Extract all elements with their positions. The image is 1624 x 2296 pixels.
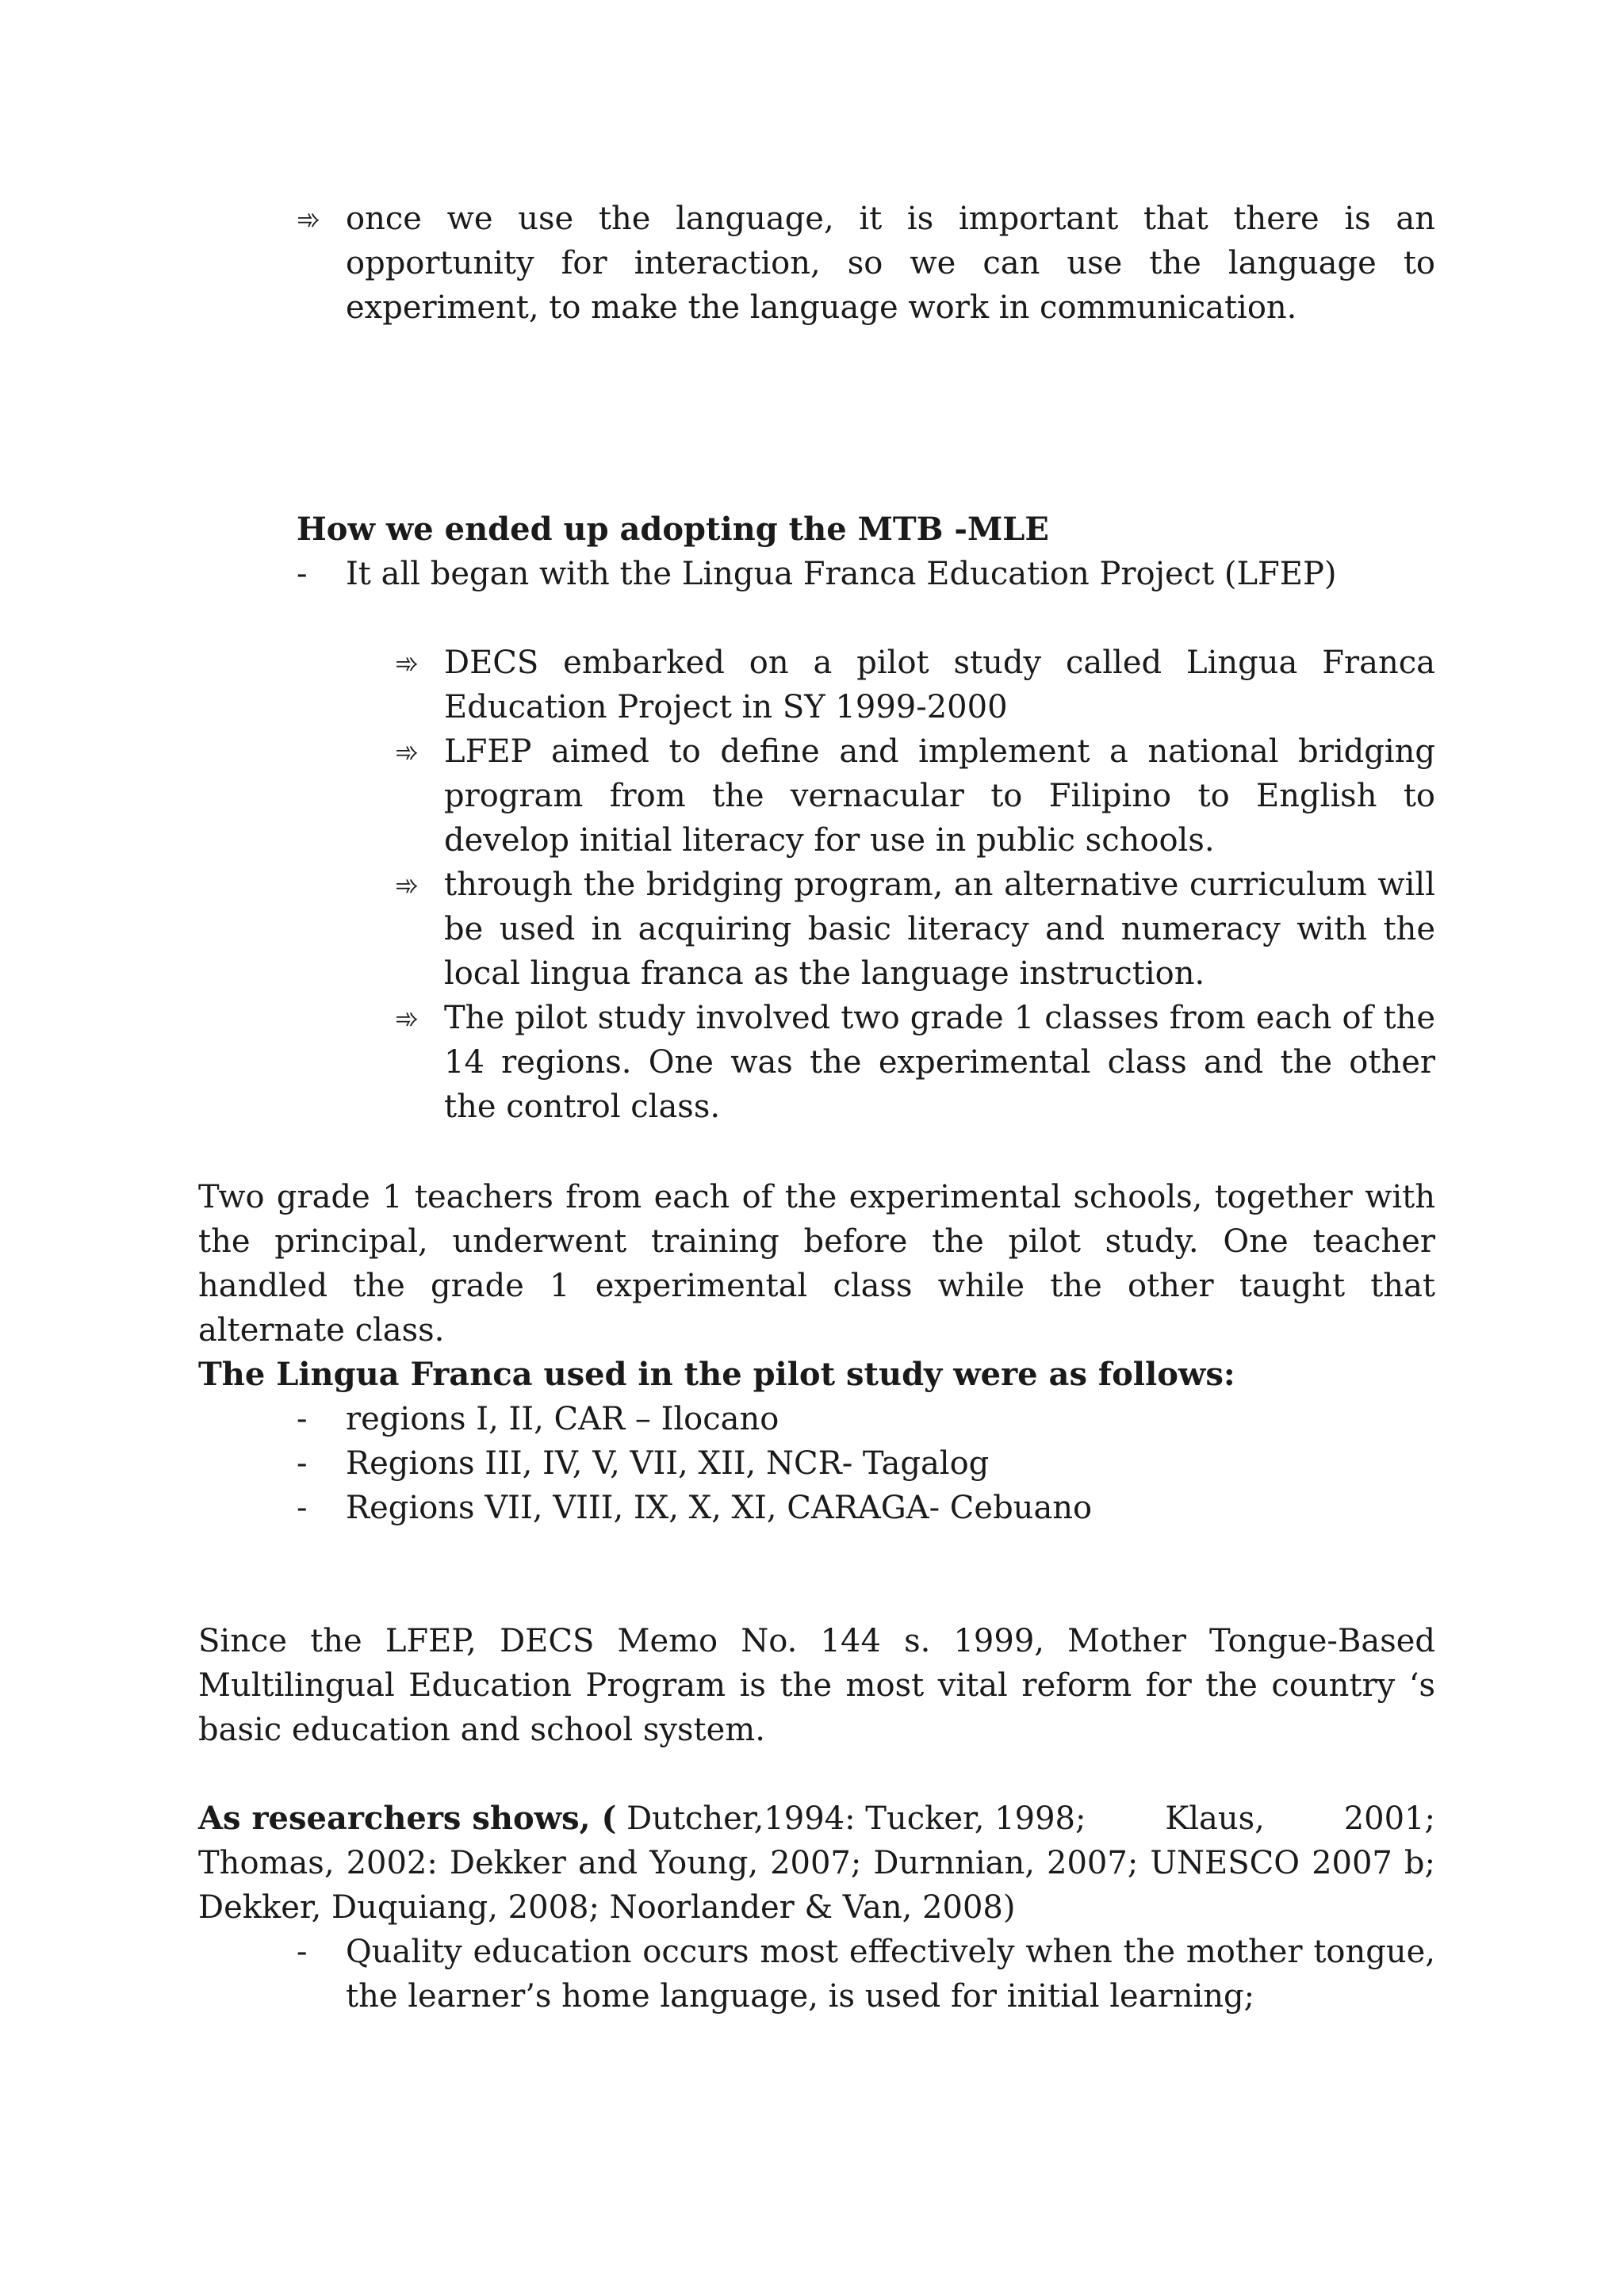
- list-item: ➾ The pilot study involved two grade 1 classes from each of the 14 regions. One was the experimental class and the other the control class.: [395, 996, 1435, 1129]
- list-item: - Regions VII, VIII, IX, X, XI, CARAGA- Cebuano: [297, 1486, 1435, 1530]
- dash-marker: -: [297, 556, 308, 592]
- dash-marker: -: [297, 1934, 308, 1970]
- list-item: ➾ through the bridging program, an alternative curriculum will be used in acquiring basic literacy and numeracy with the local lingua franca as the language instruction.: [395, 863, 1435, 996]
- citation-line-1: As researchers shows, ( Dutcher,1994: Tucker, 1998; Klaus, 2001;: [198, 1800, 1435, 1837]
- top-bullet: [297, 197, 1435, 330]
- arrow-bullet-icon: ➾: [395, 1003, 419, 1035]
- list-item: - Regions III, IV, V, VII, XII, NCR- Tagalog: [297, 1441, 1435, 1486]
- citation-line-2: Thomas, 2002: Dekker and Young, 2007; Durnnian, 2007; UNESCO 2007 b;: [198, 1845, 1435, 1881]
- dash-marker: -: [297, 1490, 308, 1526]
- section-heading-lingua-franca: The Lingua Franca used in the pilot study were as follows:: [198, 1356, 1235, 1393]
- arrow-bullet-icon: ➾: [395, 870, 419, 902]
- research-lead: As researchers shows, (: [198, 1800, 617, 1837]
- lfep-bullet-list: [395, 641, 1435, 1129]
- lingua-franca-list: [297, 1397, 1435, 1530]
- list-item: - regions I, II, CAR – Ilocano: [297, 1397, 1435, 1441]
- paragraph-memo: Since the LFEP, DECS Memo No. 144 s. 1999, Mother Tongue-Based Multilingual Education Program is the most vital reform for the country ‘s basic education and school system.: [198, 1623, 1435, 1748]
- citation-line-3: Dekker, Duquiang, 2008; Noorlander & Van, 2008): [198, 1889, 1016, 1926]
- dash-marker: -: [297, 1445, 308, 1482]
- research-findings-list: [297, 1930, 1435, 2019]
- list-item: ➾ DECS embarked on a pilot study called Lingua Franca Education Project in SY 1999-2000: [395, 641, 1435, 729]
- paragraph-teachers: Two grade 1 teachers from each of the experimental schools, together with the principal, underwent training before the pilot study. One teacher handled the grade 1 experimental class while the other taught that alternate class.: [198, 1179, 1435, 1349]
- top-bullet-text: once we use the language, it is important that there is an opportunity for interaction, so we can use the language to experiment, to make the language work in communication.: [346, 201, 1435, 326]
- section-intro: [297, 552, 1435, 596]
- arrow-bullet-icon: ➾: [395, 737, 419, 769]
- section-heading-mtb-mle: How we ended up adopting the MTB -MLE: [297, 511, 1049, 548]
- list-item: - Quality education occurs most effectively when the mother tongue, the learner’s home language, is used for initial learning;: [297, 1930, 1435, 2019]
- arrow-bullet-icon: ➾: [297, 204, 321, 236]
- research-citation: [198, 1797, 1435, 1930]
- list-item: ➾ LFEP aimed to define and implement a national bridging program from the vernacular to Filipino to English to develop initial literacy for use in public schools.: [395, 729, 1435, 863]
- arrow-bullet-icon: ➾: [395, 648, 419, 680]
- dash-marker: -: [297, 1401, 308, 1437]
- section-intro-text: It all began with the Lingua Franca Education Project (LFEP): [346, 556, 1337, 592]
